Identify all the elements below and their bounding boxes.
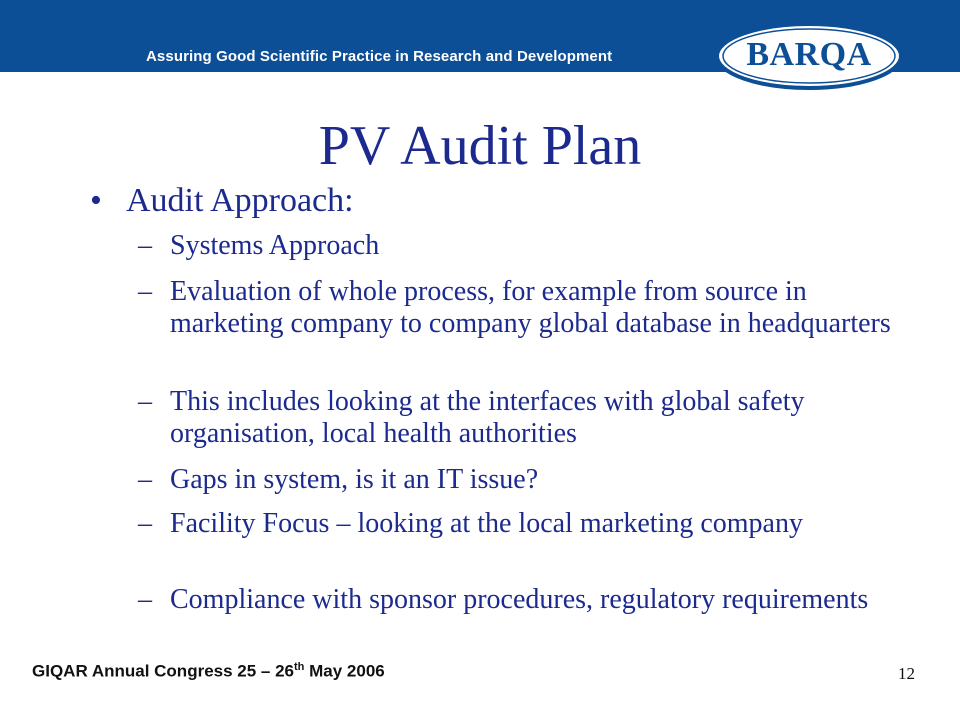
footer-event-superscript: th xyxy=(294,661,305,673)
header-tagline: Assuring Good Scientific Practice in Research and Development xyxy=(146,48,613,65)
slide-title: PV Audit Plan xyxy=(318,115,642,177)
sub-item-facility-focus xyxy=(138,508,898,540)
sub-item-gaps xyxy=(138,464,898,496)
dash-icon: – xyxy=(138,230,152,261)
dash-icon: – xyxy=(138,584,152,615)
sub-item-text: Gaps in system, is it an IT issue? xyxy=(170,464,539,495)
sub-item-systems-approach xyxy=(138,230,898,262)
sub-item-text: Compliance with sponsor procedures, regulatory requirements xyxy=(170,584,869,615)
sub-item-text: Facility Focus – looking at the local marketing company xyxy=(170,508,803,539)
sub-item-evaluation xyxy=(138,276,898,340)
dash-icon: – xyxy=(138,386,152,417)
footer-event xyxy=(32,661,385,682)
barqa-logo xyxy=(706,14,912,110)
bullet-label: Audit Approach: xyxy=(126,182,354,219)
dash-icon: – xyxy=(138,464,152,495)
dash-icon: – xyxy=(138,276,152,307)
sub-item-compliance xyxy=(138,584,898,616)
page-number: 12 xyxy=(898,664,915,683)
footer-event-suffix: May 2006 xyxy=(304,661,385,681)
sub-item-text: Systems Approach xyxy=(170,230,380,261)
logo-text: BARQA xyxy=(746,36,872,73)
footer-event-prefix: GIQAR Annual Congress 25 – 26 xyxy=(32,661,294,681)
sub-item-text: This includes looking at the interfaces with global safety organisation, local health authorities xyxy=(170,386,805,449)
bullet-icon: • xyxy=(90,182,102,219)
dash-icon: – xyxy=(138,508,152,539)
sub-item-text: Evaluation of whole process, for example from source in marketing company to company global database in headquarters xyxy=(170,276,891,339)
sub-item-interfaces xyxy=(138,386,898,450)
